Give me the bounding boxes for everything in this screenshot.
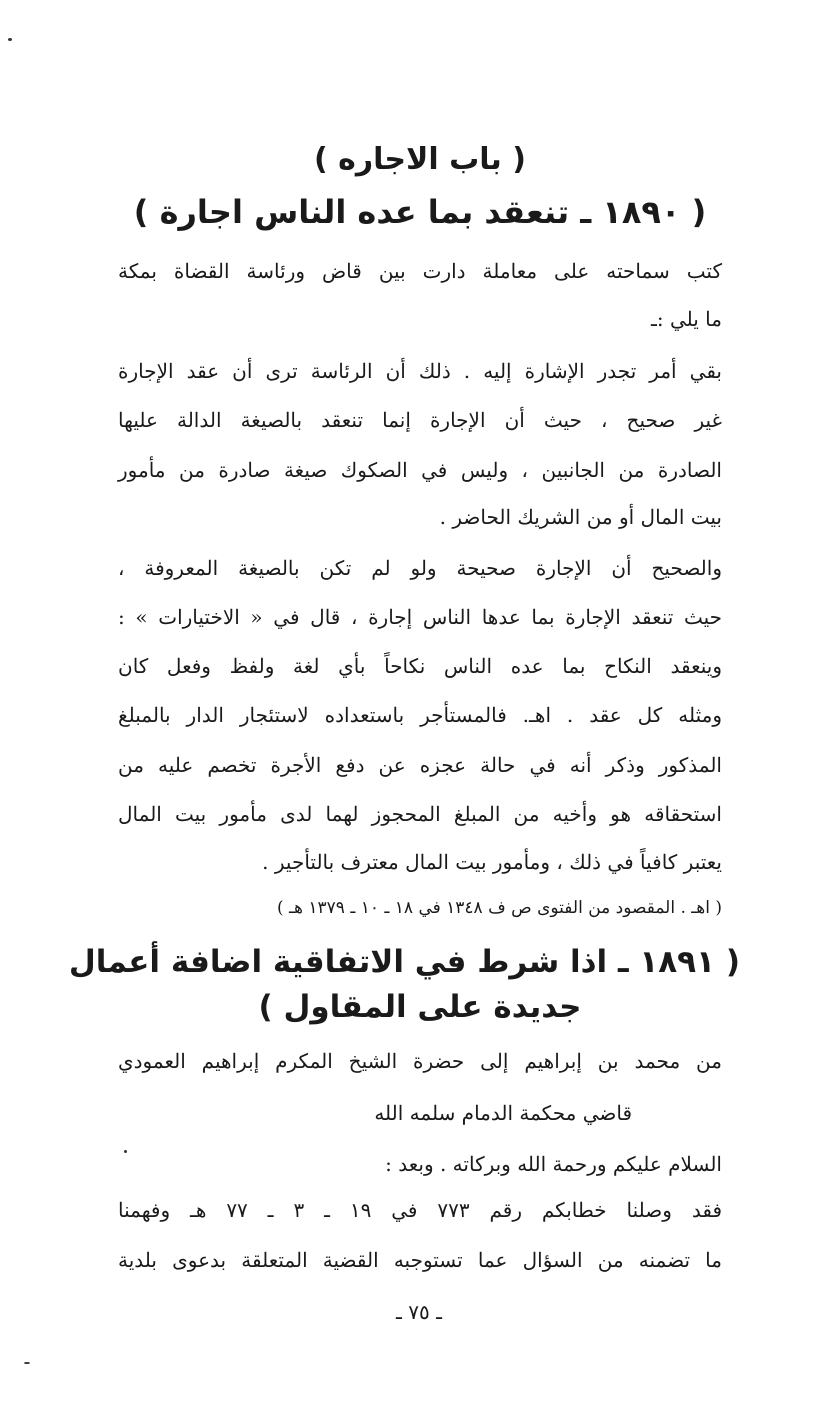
scan-speck xyxy=(24,1362,30,1364)
text-line: فقد وصلنا خطابكم رقم ٧٧٣ في ١٩ ـ ٣ ـ ٧٧ هـ وفهمنا xyxy=(118,1198,722,1222)
text-line: ما تضمنه من السؤال عما تستوجبه القضية المتعلقة بدعوى بلدية xyxy=(118,1248,722,1272)
text-line: السلام عليكم ورحمة الله وبركاته . وبعد : xyxy=(385,1152,722,1176)
text-line: ما يلي :ـ xyxy=(651,307,722,331)
text-line: ومثله كل عقد . اهـ. فالمستأجر باستعداده لاستئجار الدار بالمبلغ xyxy=(118,703,722,727)
text-line: استحقاقه هو وأخيه من المبلغ المحجوز لهما لدى مأمور بيت المال xyxy=(118,802,722,826)
text-line: وينعقد النكاح بما عده الناس نكاحاً بأي لغة ولفظ وفعل كان xyxy=(118,654,722,678)
fatwa-1891-title-line1: ( ١٨٩١ ـ اذا شرط في الاتفاقية اضافة أعمال xyxy=(68,944,740,980)
text-line: من محمد بن إبراهيم إلى حضرة الشيخ المكرم إبراهيم العمودي xyxy=(118,1049,722,1073)
text-line: بيت المال أو من الشريك الحاضر . xyxy=(439,505,722,529)
scan-speck xyxy=(8,38,12,41)
fatwa-source: ( اهـ . المقصود من الفتوى ص ف ١٣٤٨ في ١٨ ـ ١٠ ـ ١٣٧٩ هـ ) xyxy=(277,898,722,918)
scan-speck xyxy=(124,1150,127,1153)
fatwa-1890-title: ( ١٨٩٠ ـ تنعقد بما عده الناس اجارة ) xyxy=(133,193,707,231)
chapter-title: ( باب الاجاره ) xyxy=(314,142,526,177)
text-line: غير صحيح ، حيث أن الإجارة إنما تنعقد بالصيغة الدالة عليها xyxy=(118,408,722,432)
text-line: قاضي محكمة الدمام سلمه الله xyxy=(374,1101,632,1125)
text-line: حيث تنعقد الإجارة بما عدها الناس إجارة ، قال في « الاختيارات » : xyxy=(118,605,722,629)
text-line: الصادرة من الجانبين ، وليس في الصكوك صيغة صادرة من مأمور xyxy=(118,458,722,482)
text-line: كتب سماحته على معاملة دارت بين قاض ورئاسة القضاة بمكة xyxy=(118,259,722,283)
text-line: يعتبر كافياً في ذلك ، ومأمور بيت المال معترف بالتأجير . xyxy=(262,850,722,874)
text-line: بقي أمر تجدر الإشارة إليه . ذلك أن الرئاسة ترى أن عقد الإجارة xyxy=(118,359,722,383)
text-line: المذكور وذكر أنه في حالة عجزه عن دفع الأجرة تخصم عليه من xyxy=(118,753,722,777)
page-number: ـ ٧٥ ـ xyxy=(396,1300,442,1324)
text-line: والصحيح أن الإجارة صحيحة ولو لم تكن بالصيغة المعروفة ، xyxy=(118,556,722,580)
fatwa-1891-title-line2: جديدة على المقاول ) xyxy=(258,989,582,1025)
